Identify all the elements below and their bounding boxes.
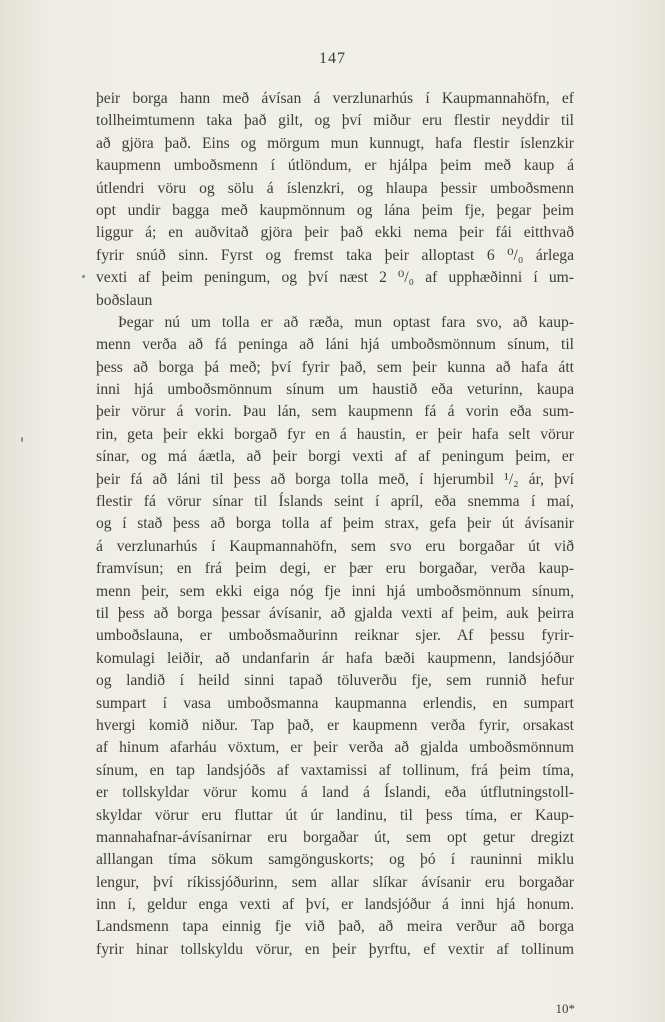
text-line: komulagi leiðir, að undanfarin ár hafa bæði kaupmenn, landsjóður	[96, 649, 574, 667]
text-line: opt undir bagga með kaupmönnum og lána þeim fje, þegar þeim	[96, 201, 574, 219]
text-line: er tollskyldar vörur komu á land á Íslandi, eða útflutningstoll-	[96, 784, 574, 802]
page-number: 147	[319, 50, 346, 67]
text-line: fyrir snúð sinn. Fyrst og fremst taka þeir alloptast 6 ⁰/₀ árlega	[96, 246, 574, 264]
text-line: þeir vörur á vorin. Þau lán, sem kaupmenn fá á vorin eða sum-	[96, 403, 574, 421]
text-line: sínum, en tap landsjóðs af vaxtamissi af tollinum, frá þeim tíma,	[96, 761, 574, 779]
text-line: að gjöra það. Eins og mörgum mun kunnugt, hafa flestir íslenzkir	[96, 134, 574, 152]
text-line: fyrir hinar tollskyldu vörur, en þeir þyrftu, ef vextir af tollinum	[96, 940, 574, 958]
text-line: útlendri vöru og sölu á íslenzkri, og hlaupa þessir umboðsmenn	[96, 179, 574, 197]
text-line: þeir fá að láni til þess að borga tolla með, í hjerumbil ¹/₂ ár, því	[96, 470, 574, 488]
text-line: rin, geta þeir ekki borgað fyr en á haustin, er þeir hafa selt vörur	[96, 425, 574, 443]
paragraph-start-line: Þegar nú um tolla er að ræða, mun optast fara svo, að kaup-	[118, 313, 574, 331]
text-line: liggur á; en auðvitað gjöra þeir það ekki nema þeir fái eitthvað	[96, 224, 574, 242]
text-line: og landið í heild sinni tapað töluverðu fje, sem runnið hefur	[96, 672, 574, 690]
ink-speck	[82, 275, 85, 278]
text-line: sínar, og má áætla, að þeir borgi vexti af af peningum þeim, er	[96, 448, 574, 466]
text-line: Landsmenn tapa einnig fje við það, að meira verður að borga	[96, 918, 574, 936]
text-line: lengur, því ríkissjóðurinn, sem allar slíkar ávísanir eru borgaðar	[96, 873, 574, 891]
text-line: umboðslauna, er umboðsmaðurinn reiknar sjer. Af þessu fyrir-	[96, 627, 574, 645]
body-text	[96, 88, 574, 961]
text-line: framvísun; en frá þeim degi, er þær eru borgaðar, verða kaup-	[96, 560, 574, 578]
ink-speck	[21, 437, 23, 442]
text-line: tollheimtumenn taka það gilt, og því miður eru flestir neyddir til	[96, 112, 574, 130]
text-line: skyldar vörur eru fluttar út úr landinu, til þess tíma, er Kaup-	[96, 806, 574, 824]
text-line: til þess að borga þessar ávísanir, að gjalda vexti af þeim, auk þeirra	[96, 604, 574, 622]
text-line: menn þeir, sem ekki eiga nóg fje inni hjá umboðsmönnum sínum,	[96, 582, 574, 600]
text-line: á verzlunarhús í Kaupmannahöfn, sem svo eru borgaðar út við	[96, 537, 574, 555]
text-line: þess að borga þá með; því fyrir það, sem þeir kunna að hafa átt	[96, 358, 574, 376]
signature-mark: 10*	[555, 1001, 575, 1016]
text-line: sumpart í vasa umboðsmanna kaupmanna erlendis, en sumpart	[96, 694, 574, 712]
text-line: hvergi komið niður. Tap það, er kaupmenn verða fyrir, orsakast	[96, 716, 574, 734]
text-line: vexti af þeim peningum, og því næst 2 ⁰/₀ af upphæðinni í um-	[96, 269, 574, 287]
text-line: flestir fá vörur sínar til Íslands seint í apríl, eða snemma í maí,	[96, 493, 574, 511]
text-line: inn í, geldur enga vexti af því, er landsjóður á inni hjá honum.	[96, 896, 574, 914]
text-line: alllangan tíma sökum samgönguskorts; og þó í rauninni miklu	[96, 851, 574, 869]
text-line: og í stað þess að borga tolla af þeim strax, gefa þeir út ávísanir	[96, 515, 574, 533]
text-line: inni hjá umboðsmönnum sínum um haustið eða veturinn, kaupa	[96, 381, 574, 399]
text-line: þeir borga hann með ávísan á verzlunarhús í Kaupmannahöfn, ef	[96, 90, 574, 107]
text-line: mannahafnar-ávísanirnar eru borgaðar út, sem opt getur dregizt	[96, 828, 574, 846]
text-line: boðslaun	[96, 291, 153, 309]
text-line: kaupmenn umboðsmenn í útlöndum, er hjálpa þeim með kaup á	[96, 157, 574, 175]
text-line: menn verða að fá peninga að láni hjá umboðsmönnum sínum, til	[96, 336, 574, 354]
text-line: af hinum afarháu vöxtum, er þeir verða að gjalda umboðsmönnum	[96, 739, 574, 757]
